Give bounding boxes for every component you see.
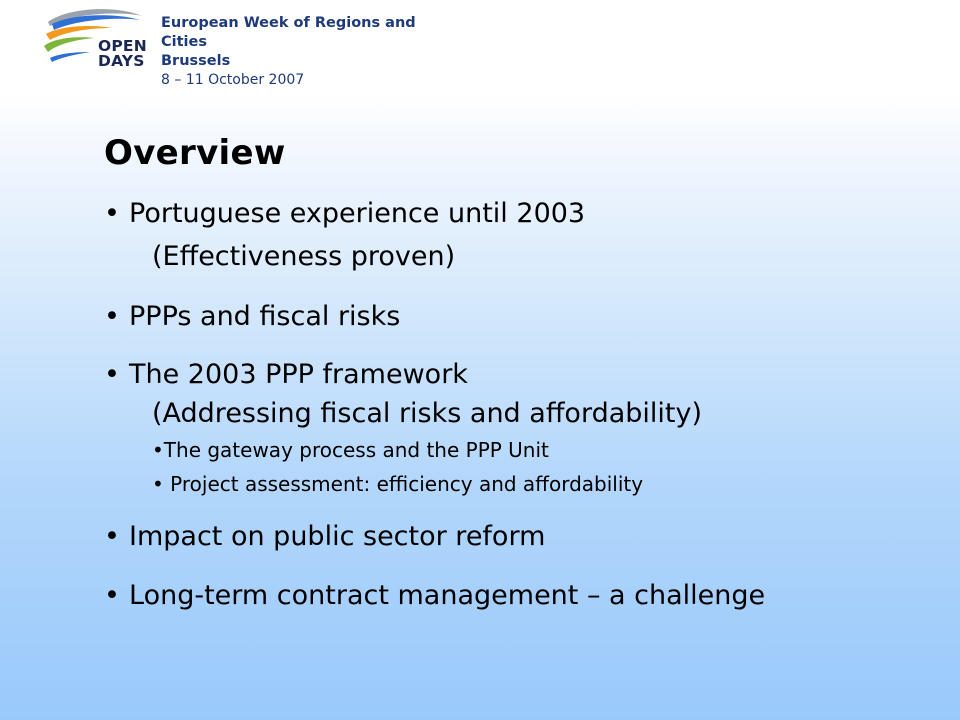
event-title: European Week of Regions and Cities xyxy=(161,15,416,50)
open-days-wordmark xyxy=(98,39,147,69)
bullet-marker: • xyxy=(104,580,120,611)
sub-bullet-item: •The gateway process and the PPP Unit xyxy=(152,438,549,462)
slide-title: Overview xyxy=(104,133,286,173)
bullet-item xyxy=(104,579,765,613)
event-header xyxy=(40,4,460,88)
bullet-text: Portuguese experience until 2003 xyxy=(129,198,586,229)
bullet-item xyxy=(104,358,468,392)
bullet-marker: • xyxy=(104,198,120,229)
logo-line-open: OPEN xyxy=(98,37,147,55)
bullet-marker: • xyxy=(104,521,120,552)
event-dates: 8 – 11 October 2007 xyxy=(161,72,305,88)
logo-line-days: DAYS xyxy=(98,52,145,70)
bullet-item xyxy=(104,520,545,554)
sub-bullet-item: • Project assessment: efficiency and affordability xyxy=(152,472,644,496)
bullet-continuation: (Addressing fiscal risks and affordability) xyxy=(152,398,702,429)
bullet-text: Long-term contract management – a challenge xyxy=(129,580,766,611)
bullet-text: Impact on public sector reform xyxy=(129,521,546,552)
event-info xyxy=(161,14,460,90)
bullet-marker: • xyxy=(104,301,120,332)
bullet-marker: • xyxy=(104,359,120,390)
bullet-item xyxy=(104,300,400,334)
bullet-item xyxy=(104,197,585,231)
event-city: Brussels xyxy=(161,53,231,69)
bullet-text: The 2003 PPP framework xyxy=(129,359,468,390)
bullet-continuation: (Effectiveness proven) xyxy=(152,241,456,272)
bullet-text: PPPs and fiscal risks xyxy=(129,301,401,332)
